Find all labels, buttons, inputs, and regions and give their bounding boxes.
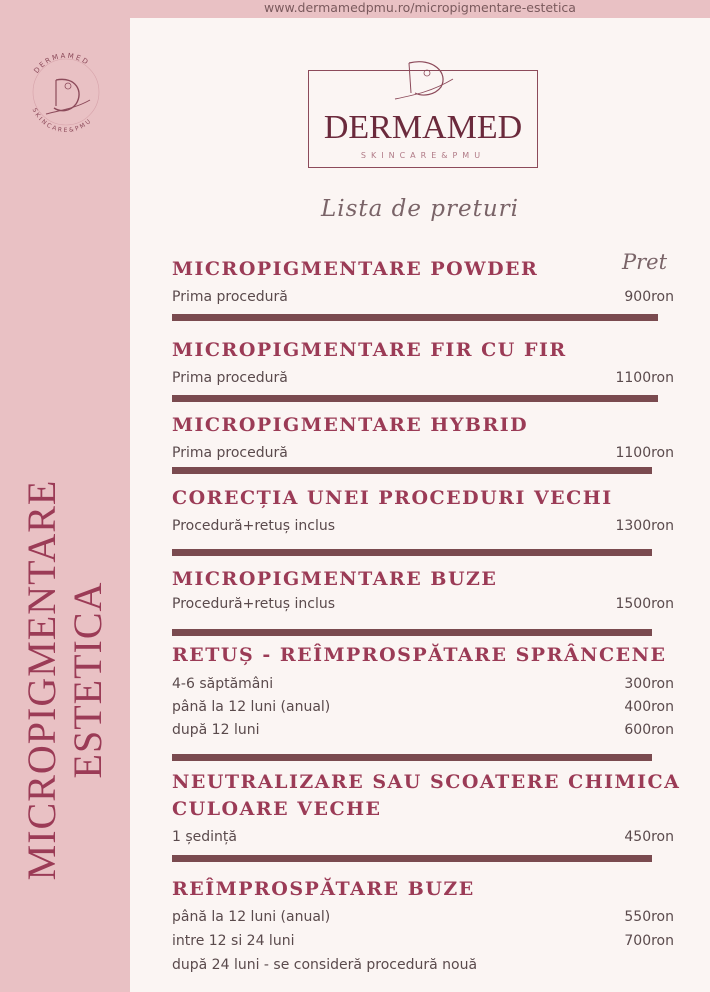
row-label: Procedură+retuș inclus bbox=[172, 596, 336, 612]
row-label: până la 12 luni (anual) bbox=[172, 909, 331, 925]
price-row bbox=[172, 286, 674, 308]
price-row bbox=[172, 930, 674, 952]
section-title-line2: CULOARE VECHE bbox=[172, 798, 382, 820]
row-price: 700ron bbox=[624, 933, 674, 949]
section-title: MICROPIGMENTARE HYBRID bbox=[172, 414, 529, 436]
section-title: MICROPIGMENTARE FIR CU FIR bbox=[172, 339, 567, 361]
price-row bbox=[172, 673, 674, 695]
section-title-line1: NEUTRALIZARE SAU SCOATERE CHIMICA bbox=[172, 771, 681, 793]
price-row bbox=[172, 719, 674, 741]
logo-wordmark: DERMAMED bbox=[323, 109, 523, 146]
row-label: până la 12 luni (anual) bbox=[172, 699, 331, 715]
price-row bbox=[172, 442, 674, 464]
section-divider bbox=[172, 314, 658, 321]
dermamed-emblem-icon bbox=[16, 40, 116, 152]
section-divider bbox=[172, 467, 652, 474]
price-row bbox=[172, 954, 674, 976]
emblem-ring-text: DERMAMED bbox=[32, 51, 91, 75]
row-label: Procedură+retuș inclus bbox=[172, 518, 336, 534]
row-label: Prima procedură bbox=[172, 289, 288, 305]
page-url: www.dermamedpmu.ro/micropigmentare-estetica bbox=[264, 0, 576, 15]
row-price: 400ron bbox=[624, 699, 674, 715]
price-row bbox=[172, 515, 674, 537]
section-divider bbox=[172, 549, 652, 556]
section-title: MICROPIGMENTARE POWDER bbox=[172, 258, 539, 280]
side-title-line2: ESTETICA bbox=[65, 581, 110, 779]
logo-face-icon bbox=[389, 55, 459, 101]
row-price: 1100ron bbox=[615, 370, 674, 386]
row-label: după 12 luni bbox=[172, 722, 260, 738]
row-label: 4-6 săptămâni bbox=[172, 676, 274, 692]
section-title: MICROPIGMENTARE BUZE bbox=[172, 568, 498, 590]
row-price: 450ron bbox=[624, 829, 674, 845]
row-label: intre 12 si 24 luni bbox=[172, 933, 295, 949]
price-row bbox=[172, 826, 674, 848]
section-divider bbox=[172, 629, 652, 636]
row-label: 1 ședință bbox=[172, 829, 237, 845]
row-price: 900ron bbox=[624, 289, 674, 305]
row-label: după 24 luni - se consideră procedură nouă bbox=[172, 957, 478, 973]
row-label: Prima procedură bbox=[172, 370, 288, 386]
section-title: REÎMPROSPĂTARE BUZE bbox=[172, 878, 475, 900]
section-divider bbox=[172, 395, 658, 402]
row-price: 1100ron bbox=[615, 445, 674, 461]
side-title-line1: MICROPIGMENTARE bbox=[19, 479, 64, 881]
price-row bbox=[172, 696, 674, 718]
row-price: 1300ron bbox=[615, 518, 674, 534]
row-price: 550ron bbox=[624, 909, 674, 925]
emblem-ring-sub: SKINCARE&PMU bbox=[30, 107, 94, 135]
price-row bbox=[172, 593, 674, 615]
logo-subtitle: SKINCARE&PMU bbox=[360, 151, 486, 160]
row-price: 600ron bbox=[624, 722, 674, 738]
price-row bbox=[172, 367, 674, 389]
section-title: RETUȘ - REÎMPROSPĂTARE SPRÂNCENE bbox=[172, 644, 667, 666]
side-title bbox=[19, 480, 111, 881]
section-title: CORECȚIA UNEI PROCEDURI VECHI bbox=[172, 487, 613, 509]
price-list-panel bbox=[130, 18, 710, 992]
logo bbox=[308, 70, 538, 168]
row-price: 300ron bbox=[624, 676, 674, 692]
price-column-header: Pret bbox=[622, 250, 668, 274]
section-title bbox=[172, 769, 680, 823]
page-heading: Lista de preturi bbox=[320, 196, 520, 222]
section-divider bbox=[172, 754, 652, 761]
row-price: 1500ron bbox=[615, 596, 674, 612]
sidebar-panel bbox=[0, 0, 130, 992]
section-divider bbox=[172, 855, 652, 862]
svg-text:DERMAMED bbox=[32, 52, 90, 75]
price-row bbox=[172, 906, 674, 928]
row-label: Prima procedură bbox=[172, 445, 288, 461]
